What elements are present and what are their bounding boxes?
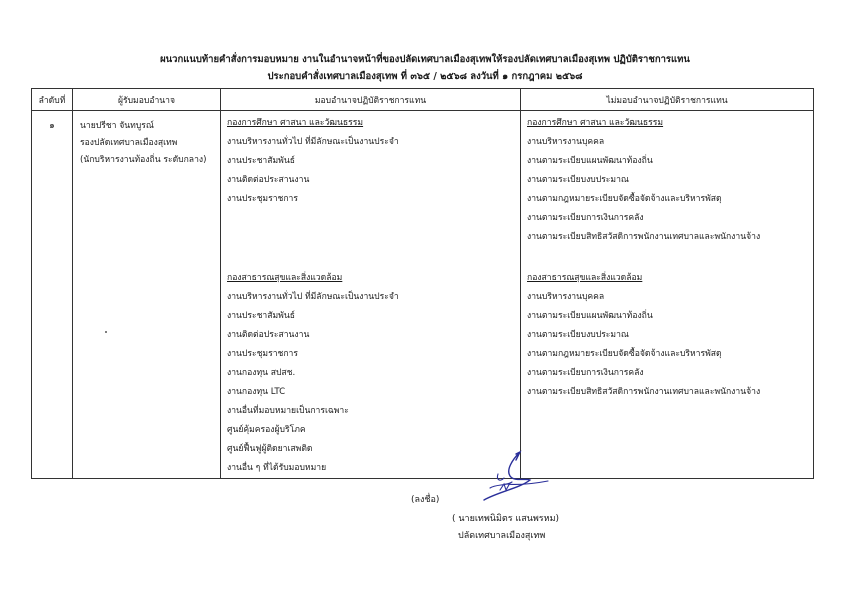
list-item: งานติดต่อประสานงาน	[227, 330, 310, 340]
document-title-line2: ประกอบคำสั่งเทศบาลเมืองสุเทพ ที่ ๓๖๕ / ๒๕๖๘ ลงวันที่ ๑ กรกฎาคม ๒๕๖๘	[267, 71, 583, 82]
list-item: งานตามระเบียบสิทธิสวัสดิการพนักงานเทศบาลและพนักงานจ้าง	[527, 232, 761, 242]
list-item: งานกองทุน LTC	[227, 387, 286, 397]
delegation-table	[31, 88, 814, 479]
list-item: งานบริหารงานทั่วไป ที่มีลักษณะเป็นงานประจำ	[227, 137, 399, 147]
recipient-name: นายปรีชา จันทบูรณ์	[80, 121, 154, 131]
list-item: งานประชุมราชการ	[227, 349, 298, 359]
delegated-section	[227, 269, 520, 478]
list-item: งานตามระเบียบแผนพัฒนาท้องถิ่น	[527, 311, 653, 321]
section-heading: กองการศึกษา ศาสนา และวัฒนธรรม	[227, 118, 364, 128]
not-delegated-cell	[521, 111, 814, 479]
list-item: งานอื่นที่มอบหมายเป็นการเฉพาะ	[227, 406, 349, 416]
list-item: งานตามระเบียบการเงินการคลัง	[527, 368, 644, 378]
table-header-row	[32, 89, 814, 111]
list-item: งานตามระเบียบงบประมาณ	[527, 330, 629, 340]
recipient-position: รองปลัดเทศบาลเมืองสุเทพ	[80, 138, 178, 148]
header-recipient: ผู้รับมอบอำนาจ	[73, 89, 221, 111]
list-item: งานกองทุน สปสช.	[227, 368, 296, 378]
list-item: งานติดต่อประสานงาน	[227, 175, 310, 185]
list-item: งานตามกฎหมายระเบียบจัดซื้อจัดจ้างและบริหารพัสดุ	[527, 349, 722, 359]
header-delegated: มอบอำนาจปฏิบัติราชการแทน	[221, 89, 521, 111]
signer-position: ปลัดเทศบาลเมืองสุเทพ	[458, 531, 546, 541]
list-item: งานประชาสัมพันธ์	[227, 311, 295, 321]
row-number: ๑	[32, 111, 73, 479]
delegated-section	[227, 114, 520, 209]
list-item: งานอื่น ๆ ที่ได้รับมอบหมาย	[227, 463, 327, 473]
list-item: ศูนย์ฟื้นฟูผู้ติดยาเสพติด	[227, 444, 313, 454]
list-item: งานประชาสัมพันธ์	[227, 156, 295, 166]
not-delegated-section	[527, 114, 813, 247]
list-item: งานบริหารงานทั่วไป ที่มีลักษณะเป็นงานประจำ	[227, 292, 399, 302]
table-row	[32, 111, 814, 479]
list-item: งานตามระเบียบแผนพัฒนาท้องถิ่น	[527, 156, 653, 166]
scan-speck	[105, 331, 107, 333]
document-title-line1: ผนวกแนบท้ายคำสั่งการมอบหมาย งานในอำนาจหน้าที่ของปลัดเทศบาลเมืองสุเทพให้รองปลัดเทศบาลเมืองสุเทพ ปฏิบัติราชการแทน	[160, 54, 690, 65]
signature-label: (ลงชื่อ)	[411, 495, 440, 505]
handwritten-signature	[476, 450, 556, 508]
list-item: งานตามกฎหมายระเบียบจัดซื้อจัดจ้างและบริหารพัสดุ	[527, 194, 722, 204]
signer-name: ( นายเทพนิมิตร แสนพรหม)	[452, 514, 560, 524]
list-item: งานบริหารงานบุคคล	[527, 292, 605, 302]
section-heading: กองสาธารณสุขและสิ่งแวดล้อม	[227, 273, 343, 283]
delegated-cell	[221, 111, 521, 479]
section-heading: กองสาธารณสุขและสิ่งแวดล้อม	[527, 273, 643, 283]
header-no: ลำดับที่	[32, 89, 73, 111]
header-not-delegated: ไม่มอบอำนาจปฏิบัติราชการแทน	[521, 89, 814, 111]
list-item: งานประชุมราชการ	[227, 194, 298, 204]
not-delegated-section	[527, 269, 813, 402]
list-item: งานตามระเบียบสิทธิสวัสดิการพนักงานเทศบาลและพนักงานจ้าง	[527, 387, 761, 397]
recipient-cell	[73, 111, 221, 479]
list-item: งานตามระเบียบการเงินการคลัง	[527, 213, 644, 223]
recipient-level: (นักบริหารงานท้องถิ่น ระดับกลาง)	[80, 155, 207, 165]
list-item: ศูนย์คุ้มครองผู้บริโภค	[227, 425, 306, 435]
list-item: งานตามระเบียบงบประมาณ	[527, 175, 629, 185]
list-item: งานบริหารงานบุคคล	[527, 137, 605, 147]
section-heading: กองการศึกษา ศาสนา และวัฒนธรรม	[527, 118, 664, 128]
